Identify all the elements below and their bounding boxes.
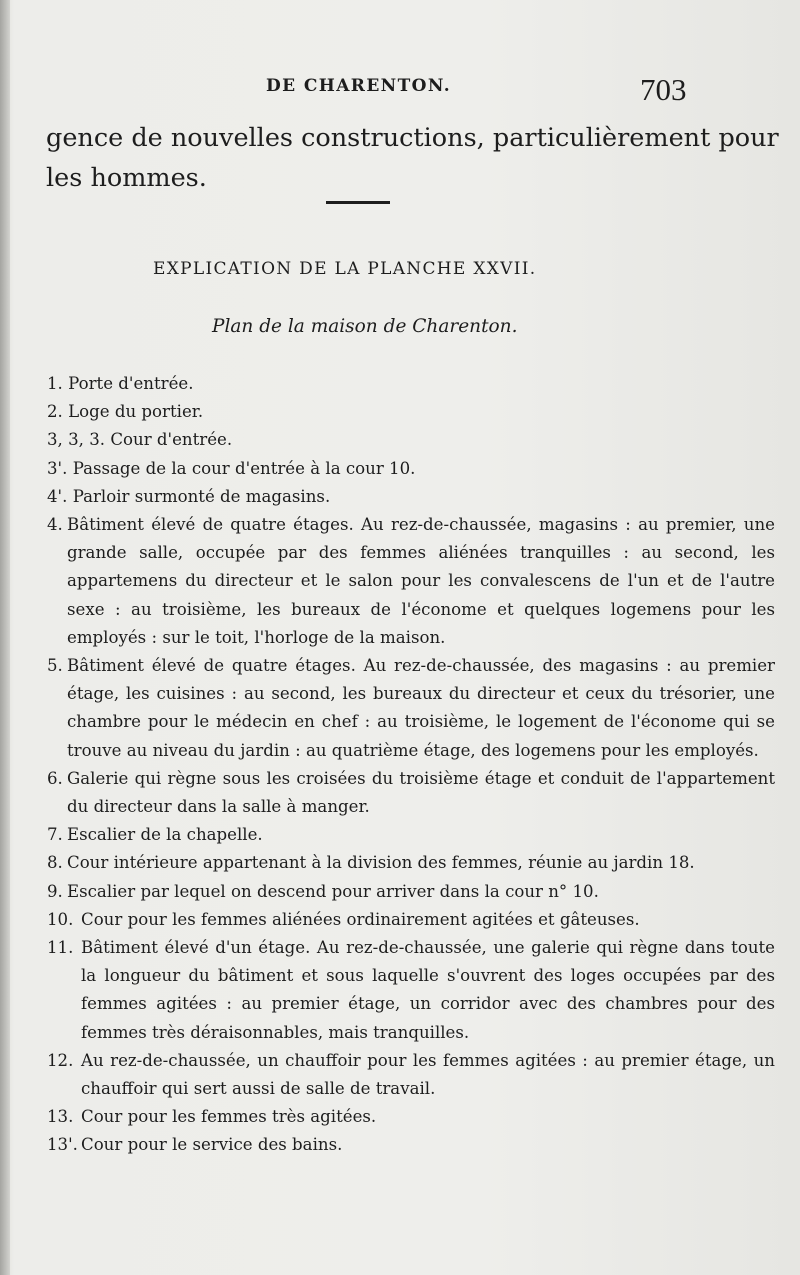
item-number: 5. (47, 656, 63, 676)
list-item (47, 821, 775, 849)
page-number: 703 (640, 72, 687, 107)
list-item (47, 1103, 775, 1131)
item-text: Porte d'entrée. (68, 374, 194, 393)
item-number: 13'. (47, 1135, 78, 1155)
item-number: 13. (47, 1107, 74, 1127)
item-number: 10. (47, 909, 74, 929)
item-text: Escalier par lequel on descend pour arriver dans la cour n° 10. (67, 881, 599, 901)
list-item (47, 906, 775, 934)
item-text: Cour d'entrée. (110, 430, 233, 450)
list-item (47, 483, 775, 511)
item-text: Cour intérieure appartenant à la division des femmes, réunie au jardin 18. (67, 853, 695, 873)
section-divider (326, 201, 390, 204)
item-text: Au rez-de-chaussée, un chauffoir pour les femmes agitées : au premier étage, un chauffoir qui sert aussi de salle de travail. (81, 1050, 775, 1099)
item-text: Parloir surmonté de magasins. (72, 486, 331, 506)
item-text: Cour pour les femmes aliénées ordinairement agitées et gâteuses. (81, 909, 640, 929)
item-text: Cour pour le service des bains. (81, 1135, 343, 1155)
item-text: Passage de la cour d'entrée à la cour 10. (72, 458, 416, 478)
list-item (47, 1131, 775, 1159)
item-text: Cour pour les femmes très agitées. (81, 1107, 377, 1127)
list-item (47, 426, 775, 454)
list-item (47, 849, 775, 877)
item-number: 4. (47, 515, 63, 535)
item-text: Escalier de la chapelle. (67, 825, 263, 845)
item-number: 8. (47, 853, 63, 873)
item-number: 9. (47, 881, 63, 901)
item-number: 1. (47, 374, 63, 393)
page-spine-shadow (0, 0, 10, 1275)
list-item (47, 765, 775, 821)
item-number: 3, 3, 3. (47, 430, 106, 450)
continuation-paragraph: gence de nouvelles constructions, particulièrement pour les hommes. (46, 123, 779, 193)
list-item (47, 934, 775, 1047)
item-number: 11. (47, 938, 74, 958)
item-text: Bâtiment élevé d'un étage. Au rez-de-chaussée, une galerie qui règne dans toute la longueur du bâtiment et sous laquelle s'ouvrent des loges occupées par des femmes agitées : au premier étage, un corridor avec des chambres pour des femmes très déraisonnables, mais tranquilles. (81, 938, 775, 1042)
item-number: 7. (47, 825, 63, 845)
item-text: Galerie qui règne sous les croisées du troisième étage et conduit de l'appartement du directeur dans la salle à manger. (67, 768, 775, 817)
running-head: DE CHARENTON. (266, 76, 452, 96)
list-item (47, 1047, 775, 1103)
item-number: 6. (47, 768, 63, 788)
legend-list (47, 370, 775, 1160)
list-item (47, 878, 775, 906)
item-text: Loge du portier. (68, 402, 204, 422)
list-item (47, 652, 775, 765)
list-item (47, 511, 775, 652)
item-number: 2. (47, 402, 63, 422)
item-text: Bâtiment élevé de quatre étages. Au rez-de-chaussée, magasins : au premier, une grande salle, occupée par des femmes aliénées tranquilles : au second, les appartemens du directeur et le salon pour les convalescens de l'un et de l'autre sexe : au troisième, les bureaux de l'économe et quelques logemens pour les employés : sur le toit, l'horloge de la maison. (67, 515, 775, 647)
list-item (47, 370, 775, 398)
item-number: 12. (47, 1050, 74, 1070)
list-item (47, 398, 775, 426)
list-item (47, 455, 775, 483)
section-title: EXPLICATION DE LA PLANCHE XXVII. (153, 259, 537, 279)
plate-subtitle: Plan de la maison de Charenton. (212, 316, 518, 337)
item-number: 3'. (47, 458, 68, 478)
item-text: Bâtiment élevé de quatre étages. Au rez-de-chaussée, des magasins : au premier étage, les cuisines : au second, les bureaux du directeur et ceux du trésorier, une chambre pour le médecin en chef : au troisième, le logement de l'économe qui se trouve au niveau du jardin : au quatrième étage, des logemens pour les employés. (67, 656, 775, 760)
item-number: 4'. (47, 486, 68, 506)
